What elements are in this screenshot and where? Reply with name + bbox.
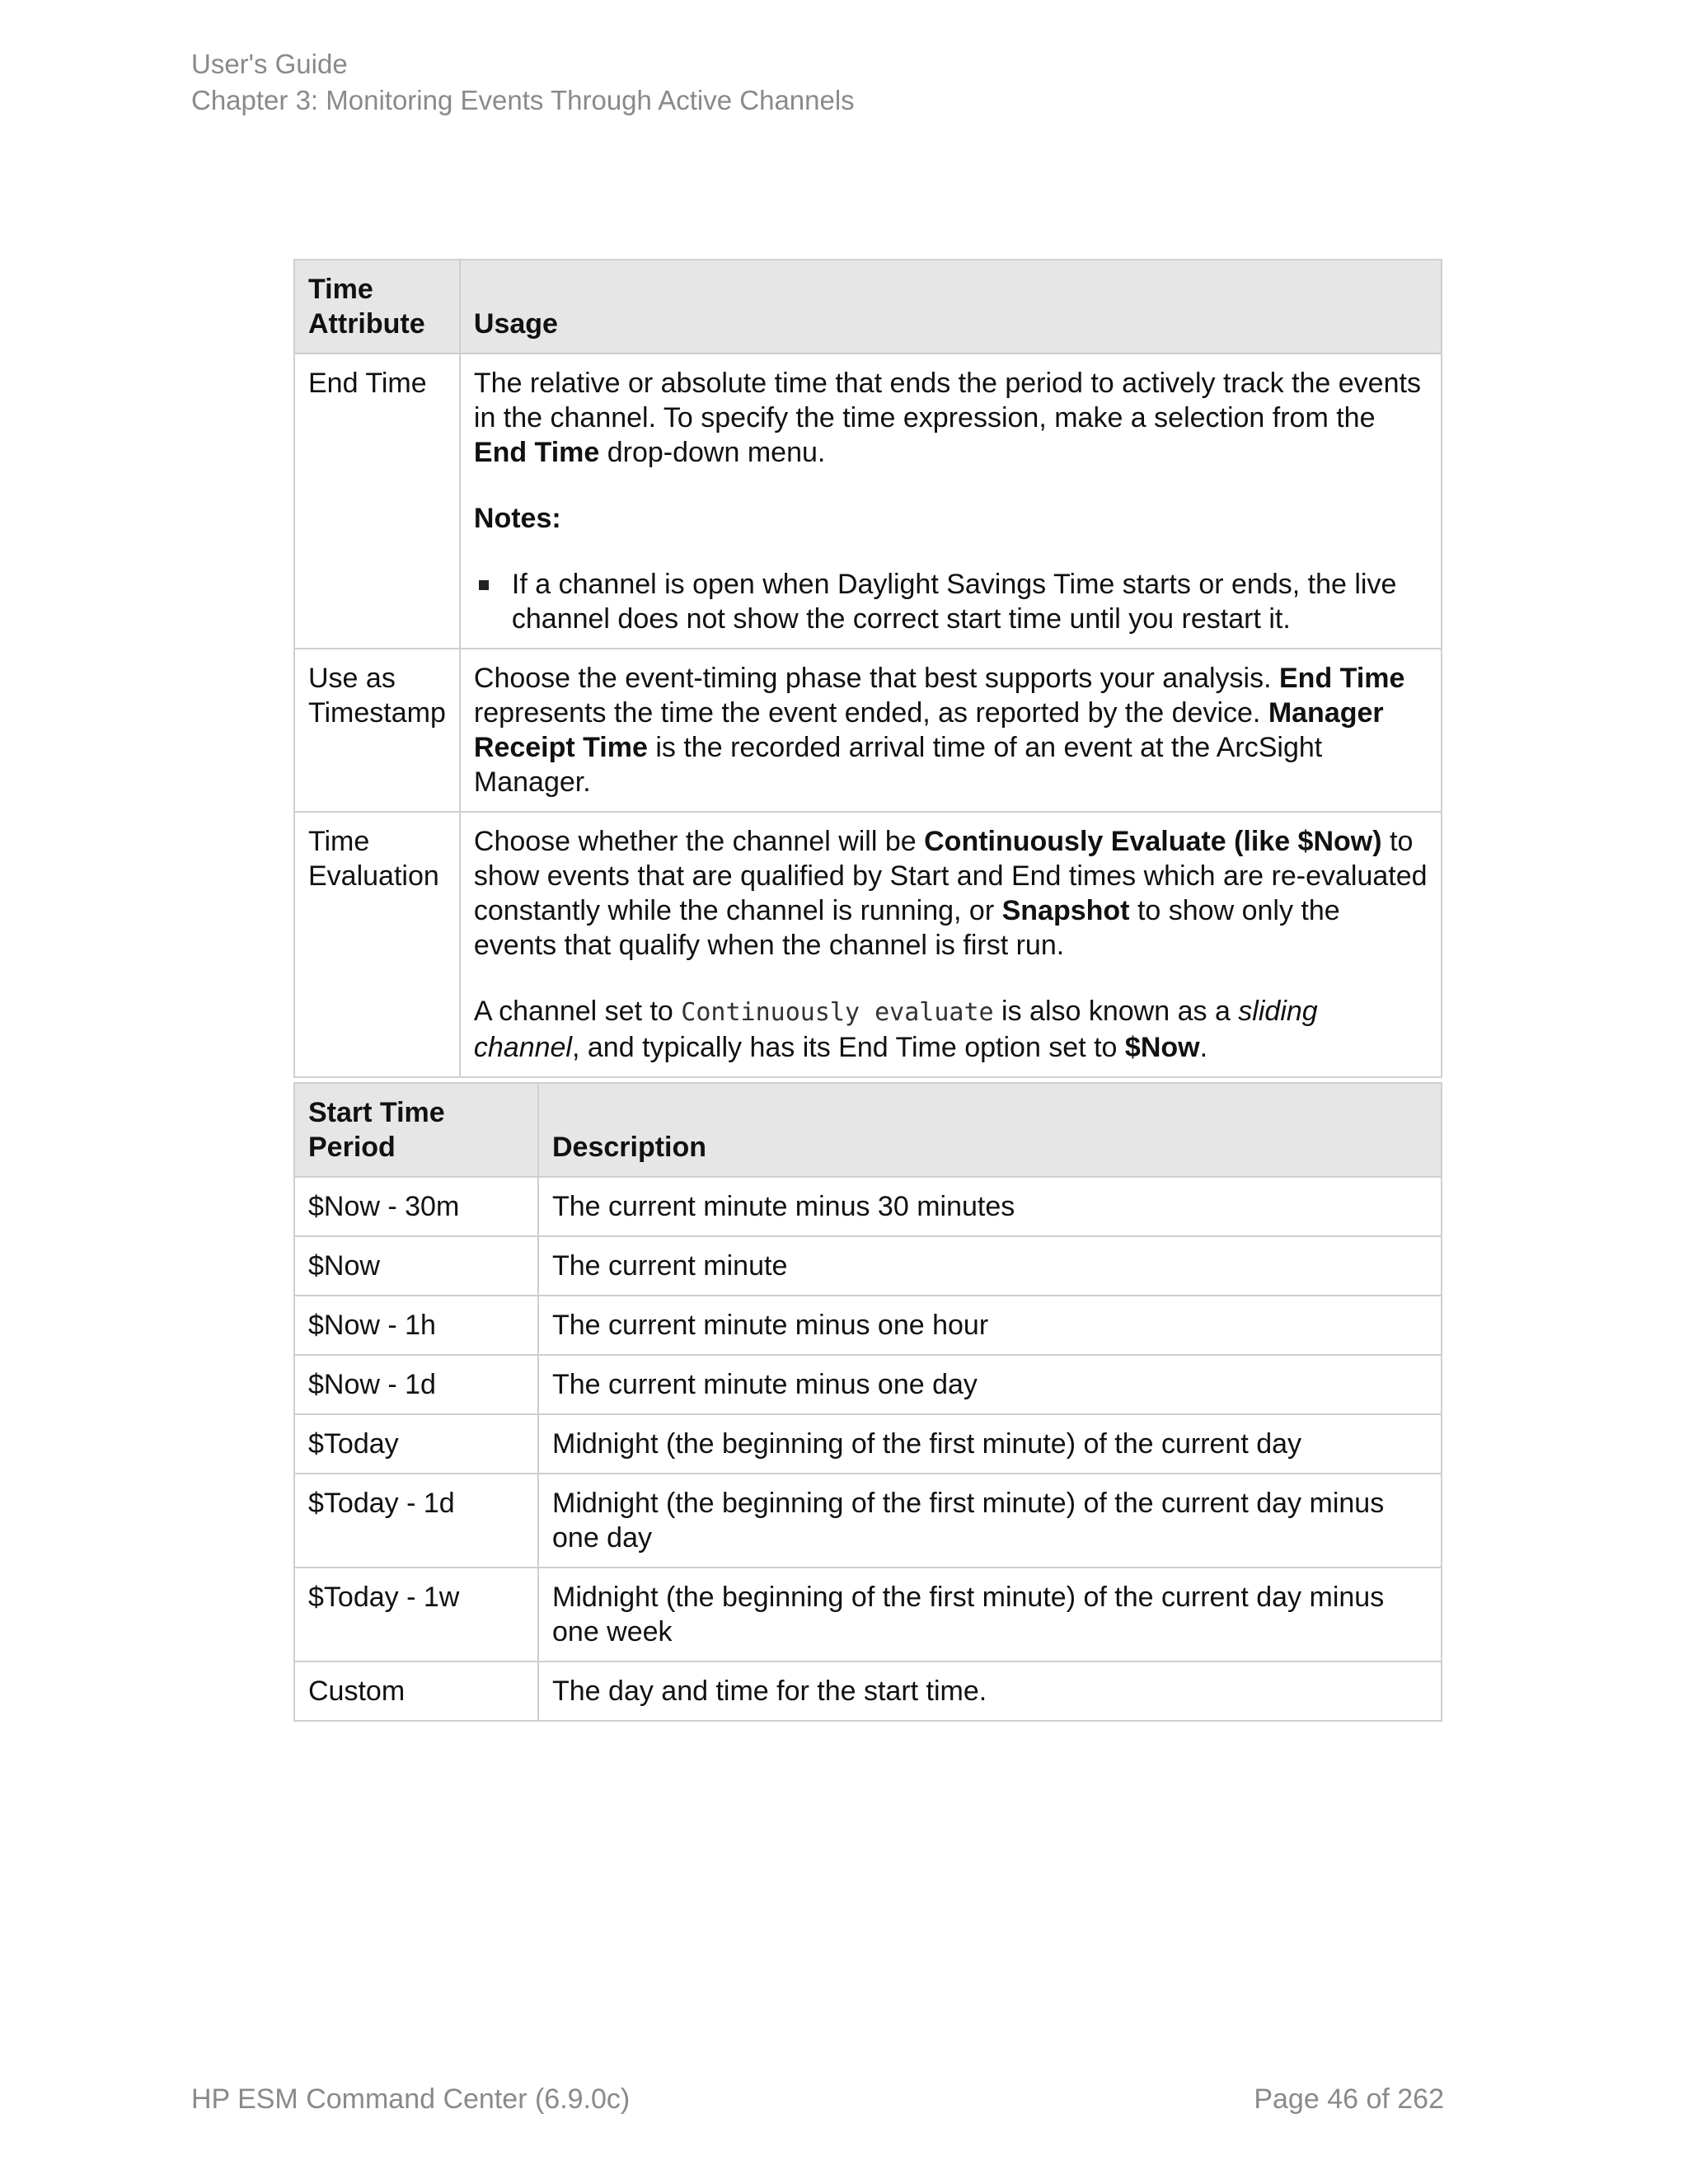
notes-list [474, 567, 1428, 636]
product-name: HP ESM Command Center (6.9.0c) [191, 2083, 631, 2115]
attribute-name: End Time [294, 354, 460, 649]
table-row [294, 1236, 1442, 1296]
notes-label: Notes: [473, 503, 561, 534]
page-number: Page 46 of 262 [1254, 2083, 1444, 2115]
period-cell: $Now - 30m [294, 1177, 538, 1236]
table-row [294, 1355, 1442, 1414]
column-header-usage: Usage [460, 260, 1442, 354]
table-row [294, 1568, 1442, 1661]
chapter-title: Chapter 3: Monitoring Events Through Active Channels [191, 85, 855, 115]
column-header-start-time-period: Start Time Period [294, 1083, 538, 1177]
doc-title: User's Guide [191, 49, 348, 79]
page-footer [191, 2083, 1444, 2116]
table-row [294, 812, 1442, 1077]
description-cell: Midnight (the beginning of the first minute) of the current day minus one day [538, 1474, 1442, 1568]
table-row [294, 354, 1442, 649]
table-row [294, 1661, 1442, 1721]
period-cell: $Now - 1d [294, 1355, 538, 1414]
list-item: If a channel is open when Daylight Savings Time starts or ends, the live channel does not show the correct start time until you restart it. [512, 567, 1428, 636]
description-cell: The current minute minus one day [538, 1355, 1442, 1414]
description-cell: The current minute minus one hour [538, 1296, 1442, 1355]
attribute-usage: Choose whether the channel will be Continuously Evaluate (like $Now) to show events that are qualified by Start and End times which are re-evaluated constantly while the channel is running, or Snapshot to show only the events that qualify when the channel is first run. A channel set to Continuously evaluate is also known as a sliding channel, and typically has its End Time option set to $Now. [460, 812, 1442, 1077]
time-attribute-table [293, 259, 1442, 1078]
attribute-usage: The relative or absolute time that ends the period to actively track the events in the channel. To specify the time expression, make a selection from the End Time drop-down menu. Notes: If a channel is open when Daylight Savings Time starts or ends, the live channel does not show the correct start time until you restart it. [460, 354, 1442, 649]
attribute-name: Use as Timestamp [294, 649, 460, 812]
table-header-row [294, 1083, 1442, 1177]
table-row [294, 1414, 1442, 1474]
code-value: Continuously evaluate [681, 998, 994, 1027]
description-cell: Midnight (the beginning of the first minute) of the current day [538, 1414, 1442, 1474]
column-header-time-attribute: Time Attribute [294, 260, 460, 354]
description-cell: The day and time for the start time. [538, 1661, 1442, 1721]
period-cell: $Today [294, 1414, 538, 1474]
description-cell: Midnight (the beginning of the first minute) of the current day minus one week [538, 1568, 1442, 1661]
period-cell: Custom [294, 1661, 538, 1721]
table-row [294, 1177, 1442, 1236]
description-cell: The current minute [538, 1236, 1442, 1296]
attribute-name: Time Evaluation [294, 812, 460, 1077]
column-header-description: Description [538, 1083, 1442, 1177]
table-row [294, 1296, 1442, 1355]
table-row [294, 1474, 1442, 1568]
description-cell: The current minute minus 30 minutes [538, 1177, 1442, 1236]
start-time-period-table [293, 1082, 1442, 1722]
period-cell: $Now - 1h [294, 1296, 538, 1355]
table-header-row [294, 260, 1442, 354]
period-cell: $Today - 1w [294, 1568, 538, 1661]
period-cell: $Today - 1d [294, 1474, 538, 1568]
period-cell: $Now [294, 1236, 538, 1296]
attribute-usage: Choose the event-timing phase that best supports your analysis. End Time represents the time the event ended, as reported by the device. Manager Receipt Time is the recorded arrival time of an event at the ArcSight Manager. [460, 649, 1442, 812]
table-row [294, 649, 1442, 812]
running-header [191, 46, 855, 119]
